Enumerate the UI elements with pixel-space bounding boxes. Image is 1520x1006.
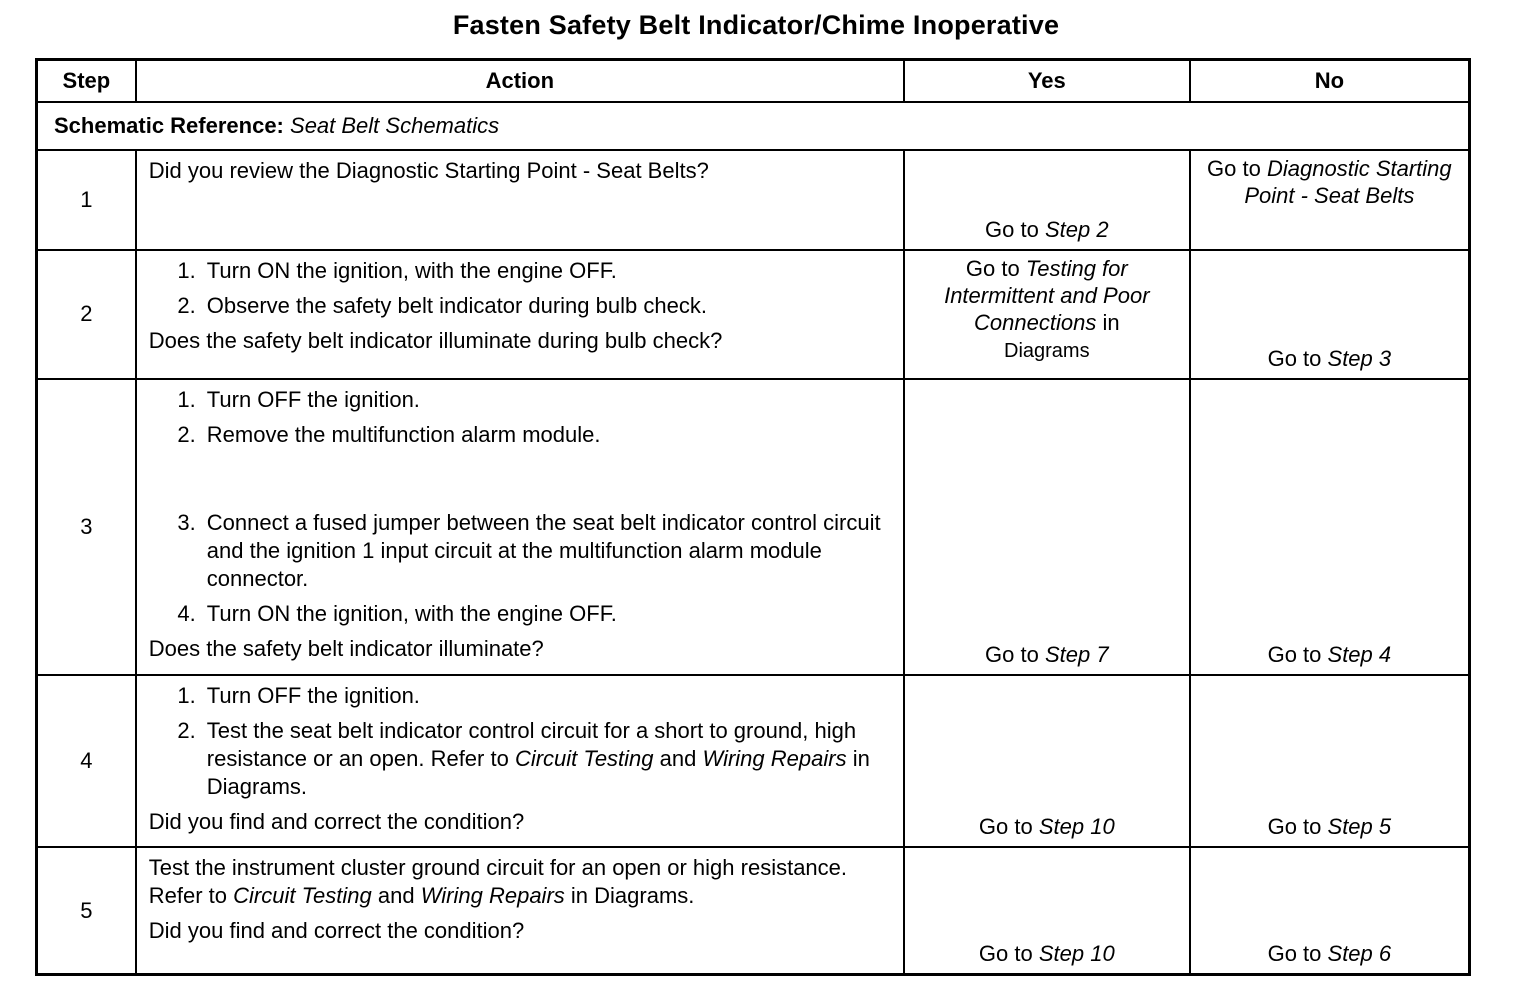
- step-number: 2: [37, 250, 136, 379]
- action-steps: [149, 257, 893, 320]
- yes-prefix: Go to: [978, 814, 1033, 840]
- action-question: Does the safety belt indicator illuminate?: [148, 635, 544, 661]
- item-text: Turn OFF the ignition.: [206, 386, 420, 412]
- action-steps: [149, 386, 893, 628]
- page-title: Fasten Safety Belt Indicator/Chime Inoperative: [452, 10, 1060, 40]
- item-text-a: Test the seat belt indicator control circuit for a short to ground, high resistance or an open. Refer to: [206, 718, 857, 772]
- no-prefix: Go to: [1207, 155, 1261, 181]
- action-step-item: [149, 257, 893, 285]
- item-text: Turn ON the ignition, with the engine OFF.: [206, 257, 617, 283]
- action-cell: [136, 675, 904, 847]
- no-cell: [1190, 675, 1470, 847]
- item-text: Observe the safety belt indicator during bulb check.: [206, 292, 707, 318]
- yes-prefix: Go to: [965, 255, 1020, 281]
- item-tail: in Diagrams.: [206, 746, 870, 800]
- action-cell: [136, 250, 904, 379]
- action-question: Did you find and correct the condition?: [148, 809, 525, 835]
- yes-link[interactable]: Step 10: [1038, 814, 1115, 840]
- yes-link[interactable]: Step 7: [1044, 642, 1109, 668]
- action-step-item: [149, 682, 893, 710]
- action-text: [149, 854, 893, 910]
- yes-cell: [904, 847, 1190, 974]
- schematic-link[interactable]: Seat Belt Schematics: [290, 112, 500, 138]
- action-step-item: [149, 600, 893, 628]
- action-step-item: [149, 292, 893, 320]
- action-steps: [149, 682, 893, 801]
- no-prefix: Go to: [1267, 345, 1322, 371]
- action-step-item: [149, 421, 893, 449]
- item-number: 1.: [177, 257, 196, 283]
- header-action: Action: [136, 60, 904, 102]
- no-cell: [1190, 150, 1470, 250]
- and-text: and: [377, 883, 415, 909]
- step-number: 1: [37, 150, 136, 250]
- schematic-row: [37, 102, 1470, 150]
- item-number: 3.: [177, 509, 196, 535]
- no-link[interactable]: Step 3: [1327, 345, 1392, 371]
- wiring-repairs-link[interactable]: Wiring Repairs: [420, 883, 565, 909]
- yes-prefix: Go to: [985, 642, 1039, 668]
- no-cell: [1190, 379, 1470, 675]
- action-question: Did you find and correct the condition?: [148, 918, 525, 944]
- action-question: Did you review the Diagnostic Starting Point - Seat Belts?: [148, 157, 709, 183]
- no-cell: [1190, 250, 1470, 379]
- action-cell: [136, 150, 904, 250]
- circuit-testing-link[interactable]: Circuit Testing: [233, 883, 372, 909]
- header-no: No: [1190, 60, 1470, 102]
- header-row: [37, 60, 1470, 102]
- table-row: [37, 250, 1470, 379]
- and-text: and: [659, 746, 697, 772]
- step-number: 5: [37, 847, 136, 974]
- action-tail: Diagrams.: [594, 883, 695, 909]
- schematic-reference: [37, 102, 1470, 150]
- yes-cell: [904, 675, 1190, 847]
- yes-link[interactable]: Testing for Intermittent and Poor Connections: [944, 255, 1150, 335]
- circuit-testing-link[interactable]: Circuit Testing: [514, 746, 654, 772]
- item-text: Turn ON the ignition, with the engine OFF.: [206, 600, 617, 626]
- yes-cell: [904, 250, 1190, 379]
- header-yes: Yes: [904, 60, 1190, 102]
- yes-cell: [904, 150, 1190, 250]
- item-text: [207, 717, 893, 801]
- action-step-item: [149, 509, 893, 593]
- no-prefix: Go to: [1267, 814, 1322, 840]
- action-step-item: [149, 717, 893, 801]
- action-text-a: Test the instrument cluster ground circuit for an open or high resistance. Refer to: [148, 855, 848, 909]
- item-number: 1.: [177, 683, 196, 709]
- step-number: 3: [37, 379, 136, 675]
- diagnostic-table: [35, 58, 1471, 976]
- action-cell: [136, 379, 904, 675]
- item-number: 2.: [177, 292, 196, 318]
- yes-cell: [904, 379, 1190, 675]
- no-link[interactable]: Diagnostic Starting Point - Seat Belts: [1244, 155, 1452, 208]
- no-prefix: Go to: [1267, 642, 1322, 668]
- item-number: 2.: [177, 421, 196, 447]
- item-number: 2.: [177, 718, 196, 744]
- yes-link[interactable]: Step 10: [1038, 941, 1115, 966]
- item-text: Remove the multifunction alarm module.: [206, 421, 601, 447]
- table-row: [37, 379, 1470, 675]
- item-number: 1.: [177, 386, 196, 412]
- no-link[interactable]: Step 5: [1327, 814, 1392, 840]
- schematic-label: Schematic Reference:: [54, 112, 284, 138]
- item-text: Connect a fused jumper between the seat belt indicator control circuit and the ignition 1 input circuit at the multifunction alarm module connector.: [206, 509, 881, 591]
- no-prefix: Go to: [1267, 941, 1322, 966]
- item-text: Turn OFF the ignition.: [206, 683, 420, 709]
- action-step-item: [149, 386, 893, 414]
- no-link[interactable]: Step 6: [1327, 941, 1392, 966]
- item-number: 4.: [177, 600, 196, 626]
- table-row: [37, 675, 1470, 847]
- table-row: [37, 847, 1470, 974]
- header-step: Step: [37, 60, 136, 102]
- step-number: 4: [37, 675, 136, 847]
- no-cell: [1190, 847, 1470, 974]
- in-text: in: [570, 883, 589, 909]
- action-cell: [136, 847, 904, 974]
- spacer: [149, 456, 893, 502]
- table-row: [37, 150, 1470, 250]
- yes-suffix: in: [1102, 309, 1120, 335]
- yes-prefix: Go to: [985, 216, 1039, 242]
- action-question: Does the safety belt indicator illuminate during bulb check?: [148, 327, 723, 353]
- no-link[interactable]: Step 4: [1327, 642, 1392, 668]
- yes-link[interactable]: Step 2: [1044, 216, 1109, 242]
- wiring-repairs-link[interactable]: Wiring Repairs: [702, 746, 847, 772]
- yes-prefix: Go to: [978, 941, 1033, 966]
- yes-tail: Diagrams: [1004, 339, 1090, 362]
